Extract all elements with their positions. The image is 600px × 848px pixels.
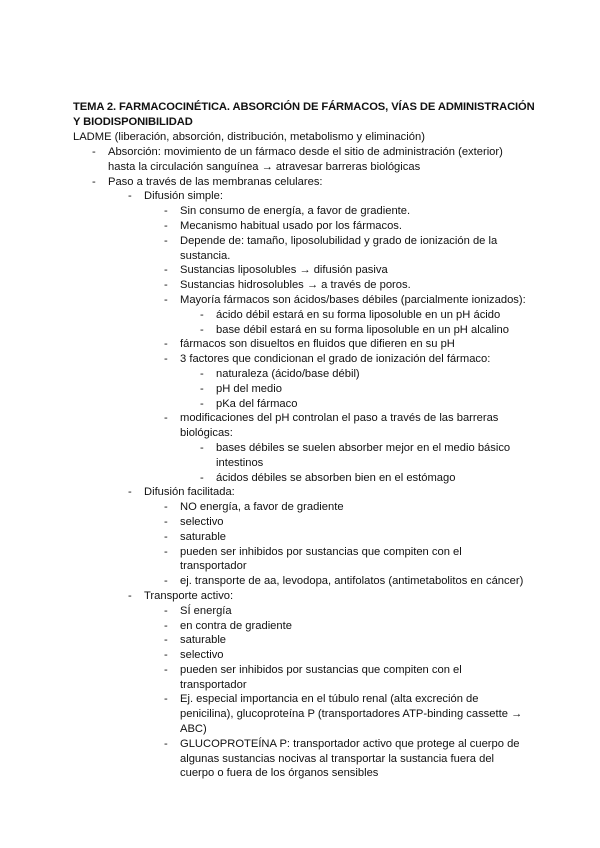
outline-item-level-3 [0,219,527,234]
outline-item-level-4 [0,471,527,486]
outline-item-text: Difusión simple: [144,190,223,203]
outline-sublist [0,604,527,782]
outline-item-text: selectivo [180,649,224,662]
bullet-dash: - [164,234,168,247]
outline-list [0,145,527,781]
outline-sublist [0,308,527,338]
bullet-dash: - [164,575,168,588]
outline-item-level-2 [0,589,527,781]
bullet-dash: - [164,663,168,676]
bullet-dash: - [164,693,168,706]
bullet-dash: - [200,397,204,410]
bullet-dash: - [164,279,168,292]
outline-item-text: pKa del fármaco [216,397,298,410]
bullet-dash: - [128,190,132,203]
outline-item-level-3 [0,337,527,352]
outline-item-text: GLUCOPROTEÍNA P: transportador activo que protege al cuerpo de algunas sustancias nocivas al transportar la sustancia fuera del cuerpo o fuera de los órganos sensibles [180,737,520,780]
outline-item-level-2 [0,189,527,485]
outline-item-level-3 [0,574,527,589]
bullet-dash: - [164,205,168,218]
outline-item-level-3 [0,500,527,515]
bullet-dash: - [200,308,204,321]
outline-item-text: Sin consumo de energía, a favor de gradiente. [180,205,411,218]
outline-item-text: modificaciones del pH controlan el paso a través de las barreras biológicas: [180,412,499,440]
outline-item-text: fármacos son disueltos en fluidos que difieren en su pH [180,338,455,351]
outline-item-text: Paso a través de las membranas celulares: [108,175,323,188]
outline-item-level-2 [0,485,527,589]
outline-item-text: SÍ energía [180,604,232,617]
outline-sublist [0,189,527,781]
bullet-dash: - [164,219,168,232]
outline-item-text: Mecanismo habitual usado por los fármacos. [180,219,402,232]
bullet-dash: - [200,471,204,484]
outline-item-level-4 [0,397,527,412]
bullet-dash: - [164,412,168,425]
outline-item-text: Difusión facilitada: [144,486,235,499]
outline-item-text: ácido débil estará en su forma liposoluble en un pH ácido [216,308,501,321]
outline-item-level-3 [0,293,527,337]
bullet-dash: - [128,589,132,602]
outline-item-level-3 [0,352,527,411]
outline-item-level-3 [0,619,527,634]
bullet-dash: - [200,382,204,395]
ladme-intro: LADME (liberación, absorción, distribución, metabolismo y eliminación) [73,131,425,143]
outline-item-level-3 [0,234,527,264]
outline-item-level-1 [0,175,527,782]
outline-item-level-3 [0,263,527,278]
document-title: TEMA 2. FARMACOCINÉTICA. ABSORCIÓN DE FÁRMACOS, VÍAS DE ADMINISTRACIÓN Y BIODISPONIBILIDAD [73,101,535,128]
outline-item-level-4 [0,308,527,323]
outline-item-text: Sustancias liposolubles → difusión pasiva [180,264,388,277]
outline-item-text: base débil estará en su forma liposoluble en un pH alcalino [216,323,509,336]
outline-item-text: naturaleza (ácido/base débil) [216,367,360,380]
outline-item-text: Depende de: tamaño, liposolubilidad y grado de ionización de la sustancia. [180,234,498,262]
outline-item-text: Absorción: movimiento de un fármaco desde el sitio de administración (exterior) hasta la circulación sanguínea → atravesar barreras biológicas [108,146,503,173]
outline-item-text: Sustancias hidrosolubles → a través de poros. [180,279,411,292]
outline-item-level-4 [0,441,527,471]
outline-item-text: saturable [180,634,227,647]
bullet-dash: - [164,353,168,366]
bullet-dash: - [200,441,204,454]
bullet-dash: - [92,146,96,158]
outline-item-text: selectivo [180,515,224,528]
outline-item-text: pH del medio [216,382,282,395]
outline-item-level-3 [0,204,527,219]
outline-item-level-4 [0,367,527,382]
bullet-dash: - [164,649,168,662]
outline-item-text: pueden ser inhibidos por sustancias que compiten con el transportador [180,663,462,691]
outline-item-level-3 [0,737,527,781]
outline-sublist [0,500,527,589]
outline-sublist [0,204,527,485]
bullet-dash: - [200,367,204,380]
outline-item-text: ácidos débiles se absorben bien en el estómago [216,471,456,484]
outline-item-text: pueden ser inhibidos por sustancias que compiten con el transportador [180,545,462,573]
bullet-dash: - [164,737,168,750]
bullet-dash: - [164,530,168,543]
bullet-dash: - [164,338,168,351]
outline-item-level-3 [0,633,527,648]
outline-item-level-1 [0,145,527,175]
outline-item-text: ej. transporte de aa, levodopa, antifolatos (antimetabolitos en cáncer) [180,575,524,588]
outline-item-level-3 [0,411,527,485]
bullet-dash: - [200,323,204,336]
outline-item-level-3 [0,663,527,693]
outline-sublist [0,441,527,485]
outline-item-level-3 [0,604,527,619]
outline-item-text: bases débiles se suelen absorber mejor en el medio básico intestinos [216,441,511,469]
bullet-dash: - [128,486,132,499]
outline-item-text: saturable [180,530,227,543]
outline-sublist [0,367,527,411]
outline-item-level-3 [0,545,527,575]
outline-item-text: 3 factores que condicionan el grado de ionización del fármaco: [180,353,491,366]
bullet-dash: - [164,545,168,558]
outline-item-level-3 [0,515,527,530]
bullet-dash: - [164,604,168,617]
bullet-dash: - [164,501,168,514]
outline-item-text: Transporte activo: [144,589,234,602]
bullet-dash: - [164,634,168,647]
outline-item-text: Mayoría fármacos son ácidos/bases débiles (parcialmente ionizados): [180,293,526,306]
outline-item-text: en contra de gradiente [180,619,292,632]
outline-item-level-3 [0,692,527,736]
outline-item-level-3 [0,530,527,545]
outline-item-level-3 [0,278,527,293]
outline-item-text: Ej. especial importancia en el túbulo renal (alta excreción de penicilina), glucoproteína P (transportadores ATP-binding cassette → ABC) [180,693,523,736]
bullet-dash: - [164,293,168,306]
bullet-dash: - [164,515,168,528]
bullet-dash: - [164,264,168,277]
outline-item-level-4 [0,323,527,338]
bullet-dash: - [92,175,96,188]
outline-item-level-4 [0,382,527,397]
outline-item-text: NO energía, a favor de gradiente [180,501,344,514]
bullet-dash: - [164,619,168,632]
outline-item-level-3 [0,648,527,663]
